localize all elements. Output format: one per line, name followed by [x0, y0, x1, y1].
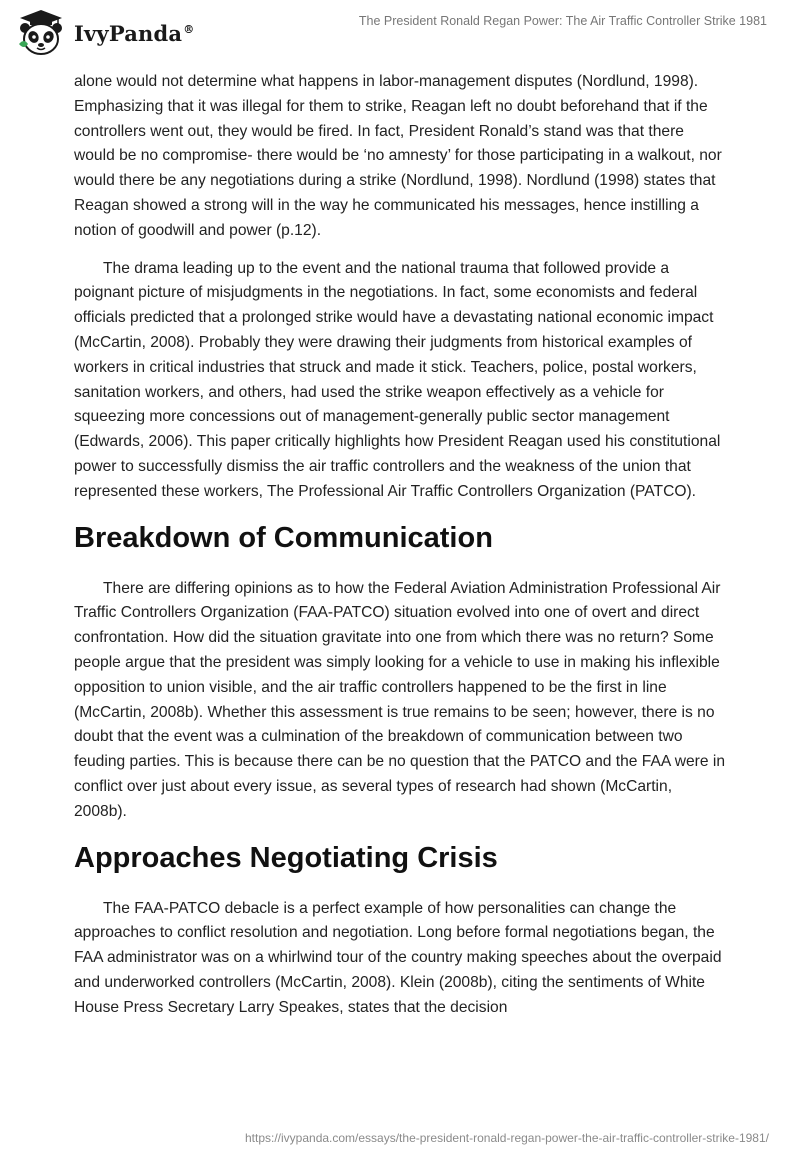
source-url[interactable]: https://ivypanda.com/essays/the-president-ronald-regan-power-the-air-traffic-controller-strike-1981/	[244, 1131, 769, 1145]
ivypanda-logo[interactable]	[16, 8, 194, 58]
document-title: The President Ronald Regan Power: The Air Traffic Controller Strike 1981	[358, 14, 767, 28]
body-paragraph: alone would not determine what happens in labor-management disputes (Nordlund, 1998). Emphasizing that it was illegal for them to strike, Reagan left no doubt beforehand that if the controllers went out, they would be fired. In fact, President Ronald’s stand was that there would be no compromise- there would be ‘no amnesty’ for those participating in a walkout, nor would there be any negotiations during a strike (Nordlund, 1998). Nordlund (1998) states that Reagan showed a strong will in the way he communicated his messages, hence instilling a notion of goodwill and power (p.12).	[74, 73, 722, 239]
registered-mark: ®	[183, 22, 195, 36]
page-header	[0, 0, 800, 66]
section-paragraph: The FAA-PATCO debacle is a perfect example of how personalities can change the approaches to conflict resolution and negotiation. Long before formal negotiations began, the FAA administrator was on a whirlwind tour of the country making speeches about the overpaid and underworked controllers (McCartin, 2008). Klein (2008b), citing the sentiments of White House Press Secretary Larry Speakes, states that the decision	[74, 899, 722, 1016]
section-paragraph: There are differing opinions as to how the Federal Aviation Administration Professional Air Traffic Controllers Organization (FAA-PATCO) situation evolved into one of overt and direct confrontation. How did the situation gravitate into one from which there was no return? Some people argue that the president was simply looking for a vehicle to use in making his inflexible opposition to union visible, and the air traffic controllers happened to be the first in line (McCartin, 2008b). Whether this assessment is true remains to be seen; however, there is no doubt that the event was a culmination of the breakdown of communication between two feuding parties. This is because there can be no question that the PATCO and the FAA were in conflict over just about every issue, as several types of research had shown (McCartin, 2008b).	[74, 579, 725, 820]
section-heading: Approaches Negotiating Crisis	[74, 841, 498, 874]
essay-content	[74, 70, 726, 1021]
brand-name	[74, 21, 194, 46]
body-paragraph: The drama leading up to the event and the national trauma that followed provide a poignant picture of misjudgments in the negotiations. In fact, some economists and federal officials predicted that a prolonged strike would have a devastating national economic impact (McCartin, 2008). Probably they were drawing their judgments from historical examples of workers in critical industries that struck and made it stick. Teachers, police, postal workers, sanitation workers, and others, had used the strike weapon effectively as a vehicle for squeezing more concessions out of management-generally public sector management (Edwards, 2006). This paper critically highlights how President Reagan used his constitutional power to successfully dismiss the air traffic controllers and the weakness of the union that represented these workers, The Professional Air Traffic Controllers Organization (PATCO).	[74, 259, 721, 500]
section-heading: Breakdown of Communication	[74, 521, 493, 554]
panda-graduation-cap-icon	[16, 8, 66, 58]
brand-name-text: IvyPanda	[74, 20, 183, 46]
